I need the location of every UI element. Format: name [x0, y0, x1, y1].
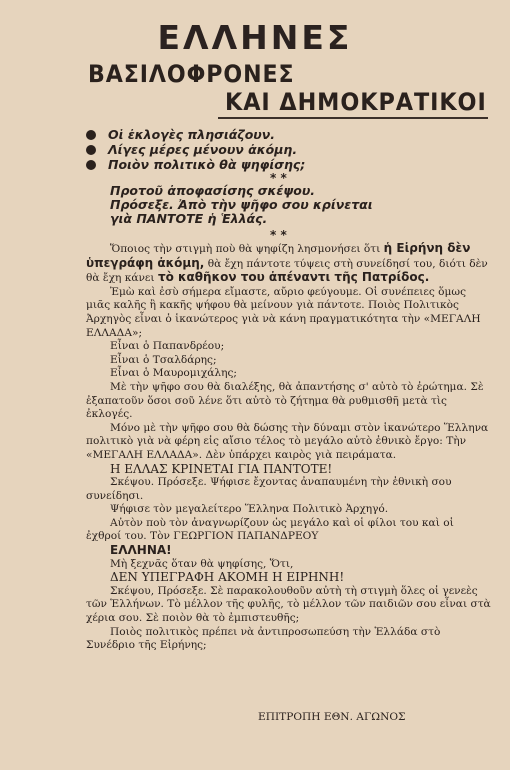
bullet-item: Ποιὸν πολιτικὸ θὰ ψηφίσης; [86, 157, 305, 172]
paragraph: Ποιὸς πολιτικὸς πρέπει νὰ ἀντιπροσωπεύση τὴν Ἑλλάδα στὸ Συνέδριο τῆς Εἰρήνης; [86, 625, 441, 652]
bullet-item: Οἱ ἐκλογὲς πλησιάζουν. [86, 127, 305, 142]
paragraph: Μόνο μὲ τὴν ψῆφο σου θὰ δώσης τὴν δύναμι στὸν ἱκανώτερο Ἕλληνα πολιτικὸ γιὰ νὰ φέρη εἰς αἴσιο τέλος τὸ μεγάλο αὐτὸ ἐθνικὸ ἔργο: Τὴν «ΜΕΓΑΛΗ ΕΛΛΑΔΑ». Δὲν ὑπάρχει καιρὸς γιὰ πειράματα. [86, 421, 489, 461]
paragraph: Η ΕΛΛΑΣ ΚΡΙΝΕΤΑΙ ΓΙΑ ΠΑΝΤΟΤΕ! [110, 461, 333, 476]
bullet-list [86, 127, 305, 172]
paragraph: Ἐμὼ καὶ ἐσὺ σήμερα εἴμαστε, αὔριο φεύγουμε. Οἱ συνέπειες ὅμως μιᾶς καλῆς ἢ κακῆς ψήφου θὰ μείνουν γιὰ πάντοτε. Ποιὸς Πολιτικὸς Ἀρχηγὸς εἶναι ὁ ἱκανώτερος γιὰ νὰ κάνη πραγματικότητα τὴν «ΜΕΓΑΛΗ ΕΛΛΑΔΑ»; [86, 285, 481, 339]
bullet-item: Λίγες μέρες μένουν ἀκόμη. [86, 142, 305, 157]
bullet-dot-icon [86, 130, 96, 140]
headline-hellenes: ΕΛΛΗΝΕΣ [157, 18, 353, 57]
headline-democrats: ΚΑΙ ΔΗΜΟΚΡΑΤΙΚΟΙ [225, 88, 487, 116]
paragraph: Σκέψου, Πρόσεξε. Σὲ παρακολουθοῦν αὐτὴ τὴ στιγμὴ ὅλες οἱ γενεὲς τῶν Ἑλλήνων. Τὸ μέλλον τῆς φυλῆς, τὸ μέλλον τῶν παιδιῶν σου εἶναι στὰ χέρια σου. Σὲ ποιὸν θὰ τὸ ἐμπιστευθῆς; [86, 584, 491, 625]
think-block: Προτοῦ ἀποφασίσης σκέψου. Πρόσεξε. Ἀπὸ τὴν ψῆφο σου κρίνεται γιὰ ΠΑΝΤΟΤΕ ἡ Ἑλλάς. [110, 183, 373, 226]
bullet-dot-icon [86, 160, 96, 170]
headline-royalists: ΒΑΣΙΛΟΦΡΟΝΕΣ [88, 60, 295, 88]
list-item: Εἶναι ὁ Παπανδρέου; [110, 340, 225, 353]
paragraph: Αὐτὸν ποὺ τὸν ἀναγνωρίζουν ὡς μεγάλο καὶ οἱ φίλοι του καὶ οἱ ἐχθροί του. Τὸν ΓΕΩΡΓΙΟΝ ΠΑΠΑΝΔΡΕΟΥ [86, 516, 454, 543]
separator-stars: * * [270, 228, 287, 242]
signature: ΕΠΙΤΡΟΠΗ ΕΘΝ. ΑΓΩΝΟΣ [258, 711, 406, 723]
paragraph: Ψήφισε τὸν μεγαλείτερο Ἕλληνα Πολιτικὸ Ἀρχηγό. [110, 503, 389, 516]
headline-underline [218, 117, 488, 119]
bullet-dot-icon [86, 145, 96, 155]
paragraph: Σκέψου. Πρόσεξε. Ψήφισε ἔχοντας ἀναπαυμένη τὴν ἐθνικὴ σου συνείδησι. [86, 476, 452, 502]
paragraph: Μὴ ξεχνᾶς ὅταν θὰ ψηφίσης, Ὅτι, [110, 557, 294, 570]
paragraph: ΔΕΝ ΥΠΕΓΡΑΦΗ ΑΚΟΜΗ Η ΕΙΡΗΝΗ! [110, 570, 345, 585]
list-item: Εἶναι ὁ Τσαλδάρης; [110, 353, 217, 366]
list-item: Εἶναι ὁ Μαυρομιχάλης; [110, 367, 237, 380]
paragraph: ΕΛΛΗΝΑ! [110, 543, 172, 558]
body-text [86, 242, 492, 653]
paragraph: Μὲ τὴν ψῆφο σου θὰ διαλέξης, θὰ ἀπαντήσης σ' αὐτὸ τὸ ἐρώτημα. Σὲ ἐξαπατοῦν ὅσοι σοῦ λένε ὅτι αὐτὸ τὸ ζήτημα θὰ ρυθμισθῆ μετὰ τὶς ἐκλογές. [86, 380, 484, 421]
paragraph: Ὅποιος τὴν στιγμὴ ποὺ θὰ ψηφίζη λησμονήσει ὅτι ἡ Εἰρήνη δὲν ὑπεγράφη ἀκόμη, θὰ ἔχη πάντοτε τύψεις στὴ συνείδησί του, διότι δὲν θὰ ἔχη κάνει τὸ καθῆκον του ἀπέναντι τῆς Πατρίδος. [86, 241, 488, 285]
separator-stars: * * [270, 171, 287, 185]
